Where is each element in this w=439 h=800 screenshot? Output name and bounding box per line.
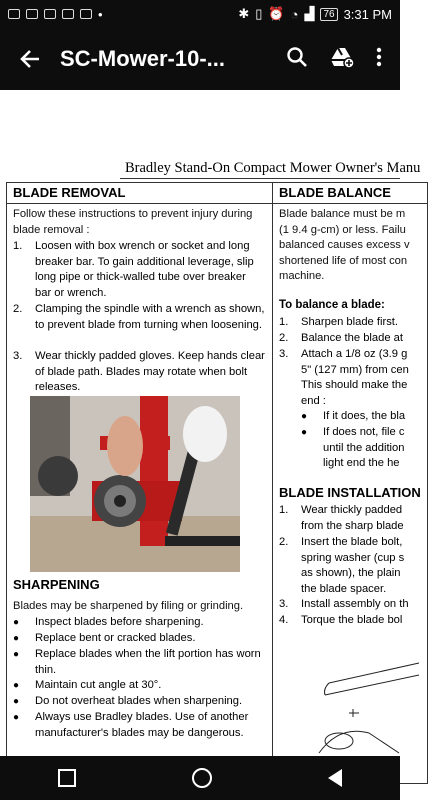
balance-step — [279, 347, 409, 409]
step-text: Balance the blade at — [301, 332, 404, 344]
text-line: end : — [301, 394, 326, 407]
step-number: 2. — [13, 303, 23, 315]
step-text: Wear thickly padded gloves. Keep hands clear of blade path. Blades may rotate when bolt releases. — [35, 350, 265, 393]
step-number: 3. — [13, 350, 23, 362]
clock: 3:31 PM — [343, 6, 392, 22]
text-line: (1 9.4 g-cm) or less. Failu — [279, 223, 406, 236]
installation-step — [279, 613, 402, 629]
text-line: Blade balance must be m — [279, 208, 406, 220]
youtube-icon — [26, 9, 38, 19]
bullet-icon: ● — [301, 411, 308, 422]
text-line: until the addition — [323, 441, 405, 454]
bullet-icon: ● — [13, 649, 20, 660]
heading-rule — [7, 203, 427, 204]
step-text: Loosen with box wrench or socket and long breaker bar. To gain additional leverage, slip long pipe or thick-walled tube over breaker bar or wrench. — [35, 240, 254, 299]
bullet-icon: ● — [301, 427, 308, 438]
voicemail-icon — [80, 9, 92, 19]
blade-removal-step — [13, 349, 265, 396]
step-text — [301, 535, 404, 597]
alarm-icon: ⏰ — [268, 6, 285, 21]
slack-icon — [62, 9, 74, 19]
step-text — [301, 347, 409, 409]
blade-removal-heading: BLADE REMOVAL — [13, 185, 126, 200]
text-line: 5" (127 mm) from cen — [301, 363, 409, 376]
bullet-icon: ● — [13, 633, 20, 644]
header-rule — [120, 178, 400, 179]
text-line: shortened life of most con — [279, 254, 408, 267]
sharpening-heading: SHARPENING — [13, 577, 100, 592]
sharpening-bullet — [13, 694, 263, 710]
bullet-text: Always use Bradley blades. Use of another manufacturer's blades may be dangerous. — [35, 711, 249, 739]
column-divider — [272, 183, 273, 783]
step-text: Torque the blade bol — [301, 614, 403, 626]
installation-step — [279, 503, 404, 534]
more-dot-icon: • — [98, 6, 103, 22]
bullet-text — [323, 425, 404, 472]
back-nav-button[interactable] — [328, 769, 342, 787]
step-number: 3. — [279, 598, 289, 610]
system-icons — [238, 6, 400, 22]
text-line: This should make the — [301, 379, 408, 391]
vibrate-icon: ▯ — [255, 6, 263, 21]
wifi-icon: ◔ — [290, 6, 299, 22]
image-icon — [44, 9, 56, 19]
search-button[interactable] — [286, 46, 308, 73]
sharpening-bullet — [13, 647, 263, 678]
drive-add-icon — [330, 46, 354, 68]
back-button[interactable] — [0, 48, 60, 70]
blade-removal-intro: Follow these instructions to prevent injury during blade removal : — [13, 208, 253, 236]
step-number: 1. — [279, 504, 289, 516]
installation-step — [279, 535, 404, 597]
step-text: Install assembly on th — [301, 598, 409, 610]
step-number: 1. — [279, 316, 289, 328]
text-line: from the sharp blade — [301, 519, 404, 532]
more-vert-icon — [376, 47, 382, 67]
text-line: balanced causes excess v — [279, 239, 410, 251]
step-text — [301, 503, 404, 534]
mower-photo-illustration — [30, 396, 240, 572]
system-nav-bar — [0, 756, 400, 800]
app-bar — [0, 28, 400, 90]
balance-bullet — [301, 425, 404, 472]
manual-running-header: Bradley Stand-On Compact Mower Owner's Manu — [125, 160, 421, 176]
bullet-text: Do not overheat blades when sharpening. — [35, 695, 243, 707]
notification-icons — [0, 7, 103, 22]
step-text: Sharpen blade first. — [301, 316, 399, 328]
status-bar — [0, 0, 400, 28]
text-line: machine. — [279, 270, 325, 282]
bullet-text: Inspect blades before sharpening. — [35, 616, 204, 628]
blade-balance-intro — [279, 207, 439, 285]
step-number: 4. — [279, 614, 289, 626]
step-number: 2. — [279, 536, 289, 548]
installation-step — [279, 597, 409, 613]
bullet-text: Maintain cut angle at 30°. — [35, 679, 162, 691]
gmail-icon — [8, 9, 20, 19]
balance-step — [279, 315, 398, 331]
blade-balance-heading: BLADE BALANCE — [279, 185, 391, 200]
battery-icon: 76 — [320, 8, 337, 21]
sharpening-bullet — [13, 615, 263, 631]
bullet-text: Replace bent or cracked blades. — [35, 632, 196, 644]
home-button[interactable] — [192, 768, 212, 788]
bullet-text: Replace blades when the lift portion has worn thin. — [35, 648, 261, 676]
search-icon — [286, 46, 308, 68]
text-line: as shown), the plain — [301, 567, 401, 579]
sharpening-bullet — [13, 710, 263, 741]
blade-removal-step — [13, 239, 265, 301]
bullet-text: If it does, the bla — [323, 410, 406, 422]
text-line: Wear thickly padded — [301, 504, 403, 516]
text-line: light end the he — [323, 457, 400, 469]
blade-removal-step — [13, 302, 265, 333]
text-line: spring washer (cup s — [301, 551, 405, 564]
bullet-icon: ● — [13, 696, 20, 707]
bullet-icon: ● — [13, 617, 20, 628]
blade-removal-photo — [30, 396, 240, 572]
sharpening-bullet — [13, 631, 263, 647]
text-line: If does not, file c — [323, 426, 405, 438]
blade-diagram — [279, 653, 419, 773]
bullet-icon: ● — [13, 680, 20, 691]
recents-button[interactable] — [58, 769, 76, 787]
text-line: Attach a 1/8 oz (3.9 g — [301, 348, 408, 360]
to-balance-subheading: To balance a blade: — [279, 299, 385, 311]
balance-step — [279, 331, 403, 347]
arrow-left-icon — [19, 48, 41, 70]
pdf-page-viewport[interactable] — [0, 90, 421, 756]
sharpening-intro: Blades may be sharpened by filing or grinding. — [13, 600, 244, 612]
text-line: the blade spacer. — [301, 582, 387, 595]
text-line: Insert the blade bolt, — [301, 536, 403, 548]
step-number: 2. — [279, 332, 289, 344]
step-number: 1. — [13, 240, 23, 252]
balance-bullet — [301, 409, 405, 425]
bluetooth-icon: ✱ — [238, 6, 250, 21]
document-title: SC-Mower-10-... — [60, 46, 226, 71]
add-to-drive-button[interactable] — [330, 46, 354, 73]
signal-icon: ▟ — [304, 6, 315, 21]
sharpening-bullet — [13, 678, 263, 694]
bullet-icon: ● — [13, 712, 20, 723]
more-options-button[interactable] — [376, 47, 382, 72]
step-text: Clamping the spindle with a wrench as shown, to prevent blade from turning when loosening. — [35, 303, 265, 331]
step-number: 3. — [279, 348, 289, 360]
blade-installation-heading: BLADE INSTALLATION — [279, 485, 421, 500]
